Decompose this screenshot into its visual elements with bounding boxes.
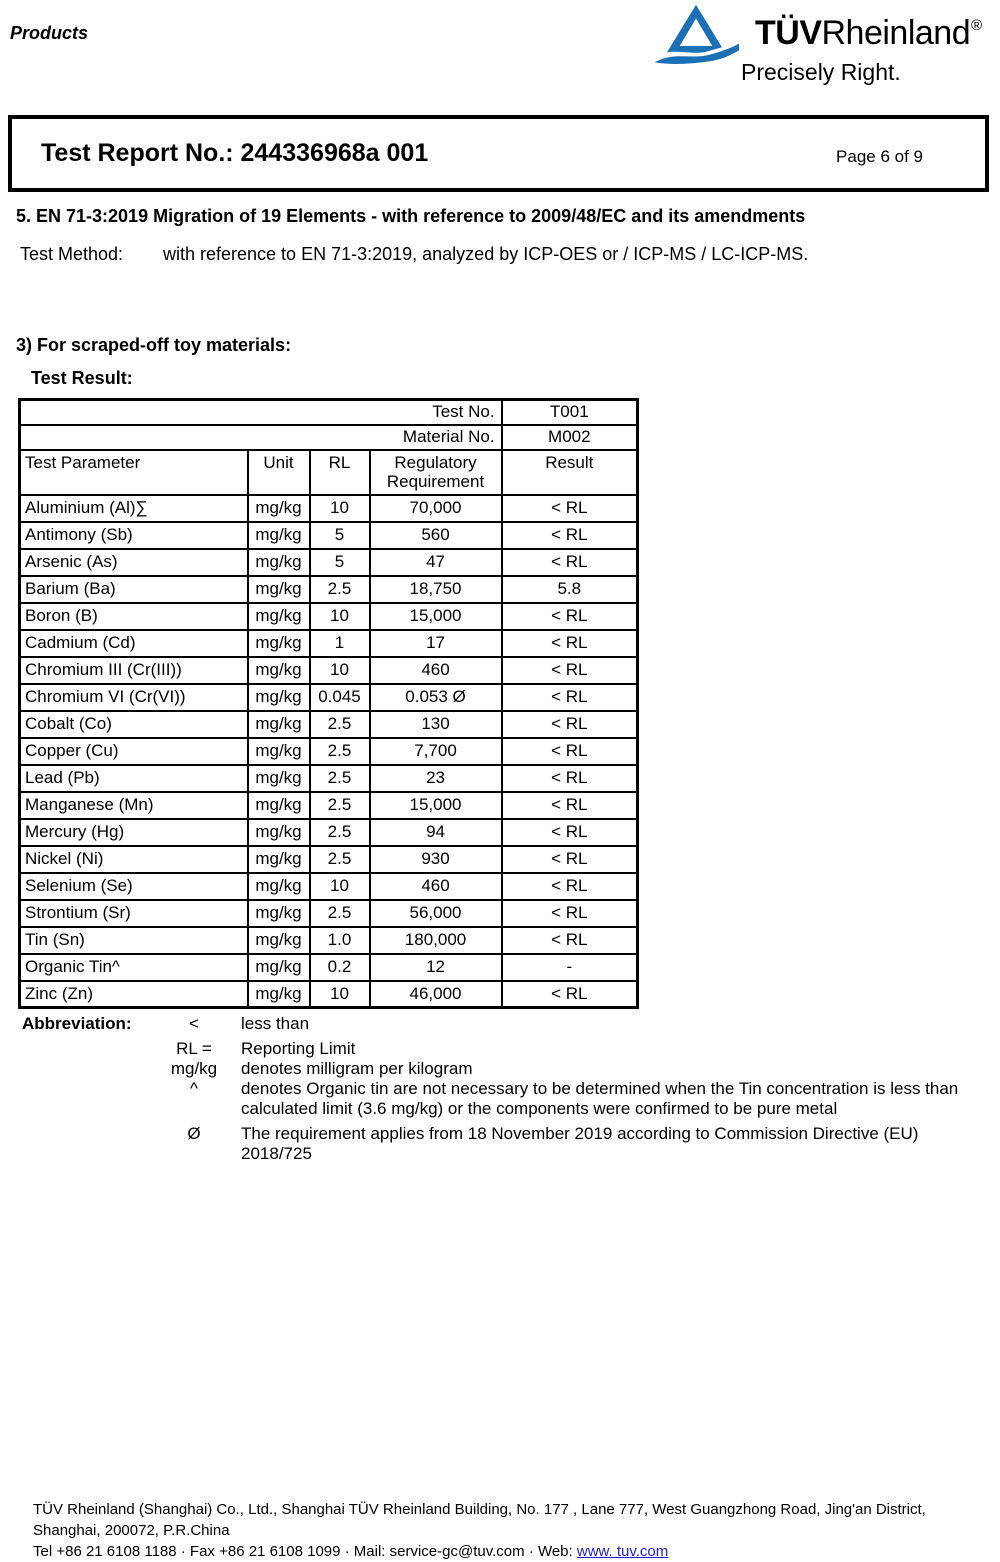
brand-tagline: Precisely Right. [741, 59, 901, 85]
cell-rl: 0.045 [310, 684, 370, 711]
cell-result: < RL [502, 738, 638, 765]
cell-regulatory-requirement: 930 [370, 846, 502, 873]
cell-rl: 10 [310, 873, 370, 900]
cell-regulatory-requirement: 12 [370, 954, 502, 981]
brand-tuv: TÜV [755, 14, 822, 52]
cell-unit: mg/kg [248, 549, 310, 576]
cell-test-parameter: Mercury (Hg) [20, 819, 248, 846]
table-row [20, 738, 638, 765]
abbreviation-item [22, 1124, 978, 1164]
cell-result: < RL [502, 900, 638, 927]
cell-result: < RL [502, 495, 638, 522]
cell-rl: 10 [310, 657, 370, 684]
test-method-value: with reference to EN 71-3:2019, analyzed by ICP-OES or / ICP-MS / LC-ICP-MS. [163, 244, 809, 264]
table-row [20, 711, 638, 738]
cell-unit: mg/kg [248, 738, 310, 765]
table-row [20, 873, 638, 900]
table-row [20, 657, 638, 684]
footer-address-line2: Shanghai, 200072, P.R.China [33, 1522, 230, 1539]
material-no-value: M002 [502, 425, 638, 450]
abbreviation-symbol: ^ [190, 1079, 198, 1098]
cell-test-parameter: Strontium (Sr) [20, 900, 248, 927]
cell-unit: mg/kg [248, 819, 310, 846]
abbreviation-symbol: < [189, 1014, 199, 1033]
cell-test-parameter: Zinc (Zn) [20, 981, 248, 1008]
cell-regulatory-requirement: 94 [370, 819, 502, 846]
cell-result: < RL [502, 792, 638, 819]
cell-unit: mg/kg [248, 711, 310, 738]
abbreviation-symbol: mg/kg [170, 1059, 218, 1078]
cell-result: < RL [502, 981, 638, 1008]
cell-regulatory-requirement: 15,000 [370, 792, 502, 819]
abbreviation-item [22, 1059, 978, 1079]
abbreviation-item [22, 1039, 978, 1059]
test-method-row [20, 244, 808, 265]
abbreviation-definition: denotes Organic tin are not necessary to be determined when the Tin concentration is less than calculated limit (3.6 mg/kg) or the components were confirmed to be pure metal [241, 1079, 959, 1118]
table-row [20, 495, 638, 522]
cell-regulatory-requirement: 130 [370, 711, 502, 738]
cell-test-parameter: Selenium (Se) [20, 873, 248, 900]
cell-unit: mg/kg [248, 630, 310, 657]
products-label: Products [10, 23, 89, 43]
table-row [20, 684, 638, 711]
results-table-body [20, 400, 638, 1008]
col-regulatory-requirement: Regulatory Requirement [370, 450, 502, 495]
table-row [20, 819, 638, 846]
cell-rl: 2.5 [310, 846, 370, 873]
cell-result: < RL [502, 549, 638, 576]
col-rl: RL [310, 450, 370, 495]
cell-result: < RL [502, 765, 638, 792]
abbreviation-list [22, 1014, 978, 1164]
cell-result: < RL [502, 846, 638, 873]
cell-rl: 5 [310, 549, 370, 576]
table-row [20, 549, 638, 576]
material-no-label: Material No. [20, 425, 502, 450]
cell-rl: 2.5 [310, 900, 370, 927]
cell-result: - [502, 954, 638, 981]
cell-test-parameter: Lead (Pb) [20, 765, 248, 792]
cell-result: < RL [502, 711, 638, 738]
cell-unit: mg/kg [248, 927, 310, 954]
footer [33, 1499, 926, 1562]
test-no-label: Test No. [20, 400, 502, 425]
table-row [20, 927, 638, 954]
section-heading: 5. EN 71-3:2019 Migration of 19 Elements - with reference to 2009/48/EC and its amendments [16, 206, 806, 226]
cell-regulatory-requirement: 18,750 [370, 576, 502, 603]
table-row [20, 522, 638, 549]
cell-unit: mg/kg [248, 684, 310, 711]
column-header-row [20, 450, 638, 495]
col-test-parameter: Test Parameter [20, 450, 248, 495]
brand-rheinland: Rheinland [821, 14, 971, 52]
abbreviation-item [22, 1014, 978, 1034]
cell-test-parameter: Boron (B) [20, 603, 248, 630]
col-result: Result [502, 450, 638, 495]
cell-regulatory-requirement: 23 [370, 765, 502, 792]
cell-rl: 2.5 [310, 792, 370, 819]
table-row [20, 765, 638, 792]
cell-regulatory-requirement: 70,000 [370, 495, 502, 522]
table-row [20, 792, 638, 819]
page-indicator: Page 6 of 9 [836, 147, 923, 166]
cell-rl: 5 [310, 522, 370, 549]
cell-result: < RL [502, 927, 638, 954]
cell-result: 5.8 [502, 576, 638, 603]
cell-regulatory-requirement: 0.053 Ø [370, 684, 502, 711]
cell-unit: mg/kg [248, 954, 310, 981]
cell-result: < RL [502, 657, 638, 684]
cell-test-parameter: Chromium III (Cr(III)) [20, 657, 248, 684]
cell-result: < RL [502, 630, 638, 657]
tuv-triangle-wave-icon [653, 3, 739, 65]
cell-regulatory-requirement: 47 [370, 549, 502, 576]
cell-regulatory-requirement: 56,000 [370, 900, 502, 927]
cell-unit: mg/kg [248, 765, 310, 792]
cell-rl: 10 [310, 495, 370, 522]
test-no-value: T001 [502, 400, 638, 425]
cell-result: < RL [502, 522, 638, 549]
cell-test-parameter: Antimony (Sb) [20, 522, 248, 549]
cell-test-parameter: Chromium VI (Cr(VI)) [20, 684, 248, 711]
test-result-label: Test Result: [31, 368, 133, 388]
table-row [20, 981, 638, 1008]
cell-unit: mg/kg [248, 792, 310, 819]
cell-test-parameter: Copper (Cu) [20, 738, 248, 765]
cell-test-parameter: Arsenic (As) [20, 549, 248, 576]
footer-address-line1: TÜV Rheinland (Shanghai) Co., Ltd., Shanghai TÜV Rheinland Building, No. 177 , Lane 777, West Guangzhong Road, Jing'an District, [33, 1501, 926, 1518]
cell-unit: mg/kg [248, 522, 310, 549]
abbreviation-label: Abbreviation: [22, 1014, 132, 1033]
cell-result: < RL [502, 873, 638, 900]
table-row [20, 954, 638, 981]
test-result-table-wrap [18, 398, 639, 1009]
table-row [20, 900, 638, 927]
abbreviation-block [22, 1014, 978, 1164]
cell-rl: 2.5 [310, 819, 370, 846]
material-no-row [20, 425, 638, 450]
cell-rl: 2.5 [310, 711, 370, 738]
cell-unit: mg/kg [248, 603, 310, 630]
cell-test-parameter: Manganese (Mn) [20, 792, 248, 819]
cell-unit: mg/kg [248, 981, 310, 1008]
cell-regulatory-requirement: 460 [370, 657, 502, 684]
test-method-label: Test Method: [20, 244, 124, 264]
cell-test-parameter: Organic Tin^ [20, 954, 248, 981]
cell-unit: mg/kg [248, 576, 310, 603]
cell-regulatory-requirement: 15,000 [370, 603, 502, 630]
cell-test-parameter: Cobalt (Co) [20, 711, 248, 738]
cell-unit: mg/kg [248, 495, 310, 522]
test-result-table [18, 398, 639, 1009]
cell-regulatory-requirement: 7,700 [370, 738, 502, 765]
cell-result: < RL [502, 819, 638, 846]
cell-unit: mg/kg [248, 846, 310, 873]
abbreviation-symbol: RL = [176, 1039, 212, 1058]
cell-rl: 10 [310, 603, 370, 630]
cell-unit: mg/kg [248, 900, 310, 927]
cell-regulatory-requirement: 17 [370, 630, 502, 657]
registered-mark: ® [971, 17, 982, 34]
cell-test-parameter: Tin (Sn) [20, 927, 248, 954]
cell-regulatory-requirement: 46,000 [370, 981, 502, 1008]
footer-contact-line [33, 1541, 926, 1562]
table-row [20, 630, 638, 657]
cell-rl: 2.5 [310, 576, 370, 603]
abbreviation-definition: The requirement applies from 18 November 2019 according to Commission Directive (EU) 2018/725 [241, 1124, 919, 1163]
abbreviation-definition: denotes milligram per kilogram [241, 1059, 473, 1078]
cell-rl: 1.0 [310, 927, 370, 954]
cell-rl: 1 [310, 630, 370, 657]
cell-test-parameter: Aluminium (Al)∑ [20, 495, 248, 522]
footer-contact-text: Tel +86 21 6108 1188 · Fax +86 21 6108 1099 · Mail: service-gc@tuv.com · Web: [33, 1543, 577, 1560]
cell-test-parameter: Nickel (Ni) [20, 846, 248, 873]
cell-regulatory-requirement: 180,000 [370, 927, 502, 954]
abbreviation-symbol: Ø [187, 1124, 201, 1143]
test-no-row [20, 400, 638, 425]
cell-result: < RL [502, 684, 638, 711]
cell-unit: mg/kg [248, 657, 310, 684]
brand-wordmark [755, 14, 982, 53]
footer-web-link[interactable]: www. tuv.com [576, 1543, 669, 1560]
abbreviation-item [22, 1079, 978, 1119]
cell-test-parameter: Barium (Ba) [20, 576, 248, 603]
cell-test-parameter: Cadmium (Cd) [20, 630, 248, 657]
tuv-rheinland-logo [650, 2, 990, 92]
col-unit: Unit [248, 450, 310, 495]
table-row [20, 576, 638, 603]
cell-regulatory-requirement: 560 [370, 522, 502, 549]
abbreviation-definition: Reporting Limit [241, 1039, 356, 1058]
table-row [20, 603, 638, 630]
cell-rl: 2.5 [310, 738, 370, 765]
report-title: Test Report No.: 244336968a 001 [41, 139, 429, 167]
cell-unit: mg/kg [248, 873, 310, 900]
cell-rl: 0.2 [310, 954, 370, 981]
table-row [20, 846, 638, 873]
abbreviation-definition: less than [241, 1014, 310, 1033]
report-title-box [8, 115, 989, 192]
cell-rl: 2.5 [310, 765, 370, 792]
subsection-heading: 3) For scraped-off toy materials: [16, 335, 292, 355]
cell-result: < RL [502, 603, 638, 630]
cell-regulatory-requirement: 460 [370, 873, 502, 900]
cell-rl: 10 [310, 981, 370, 1008]
